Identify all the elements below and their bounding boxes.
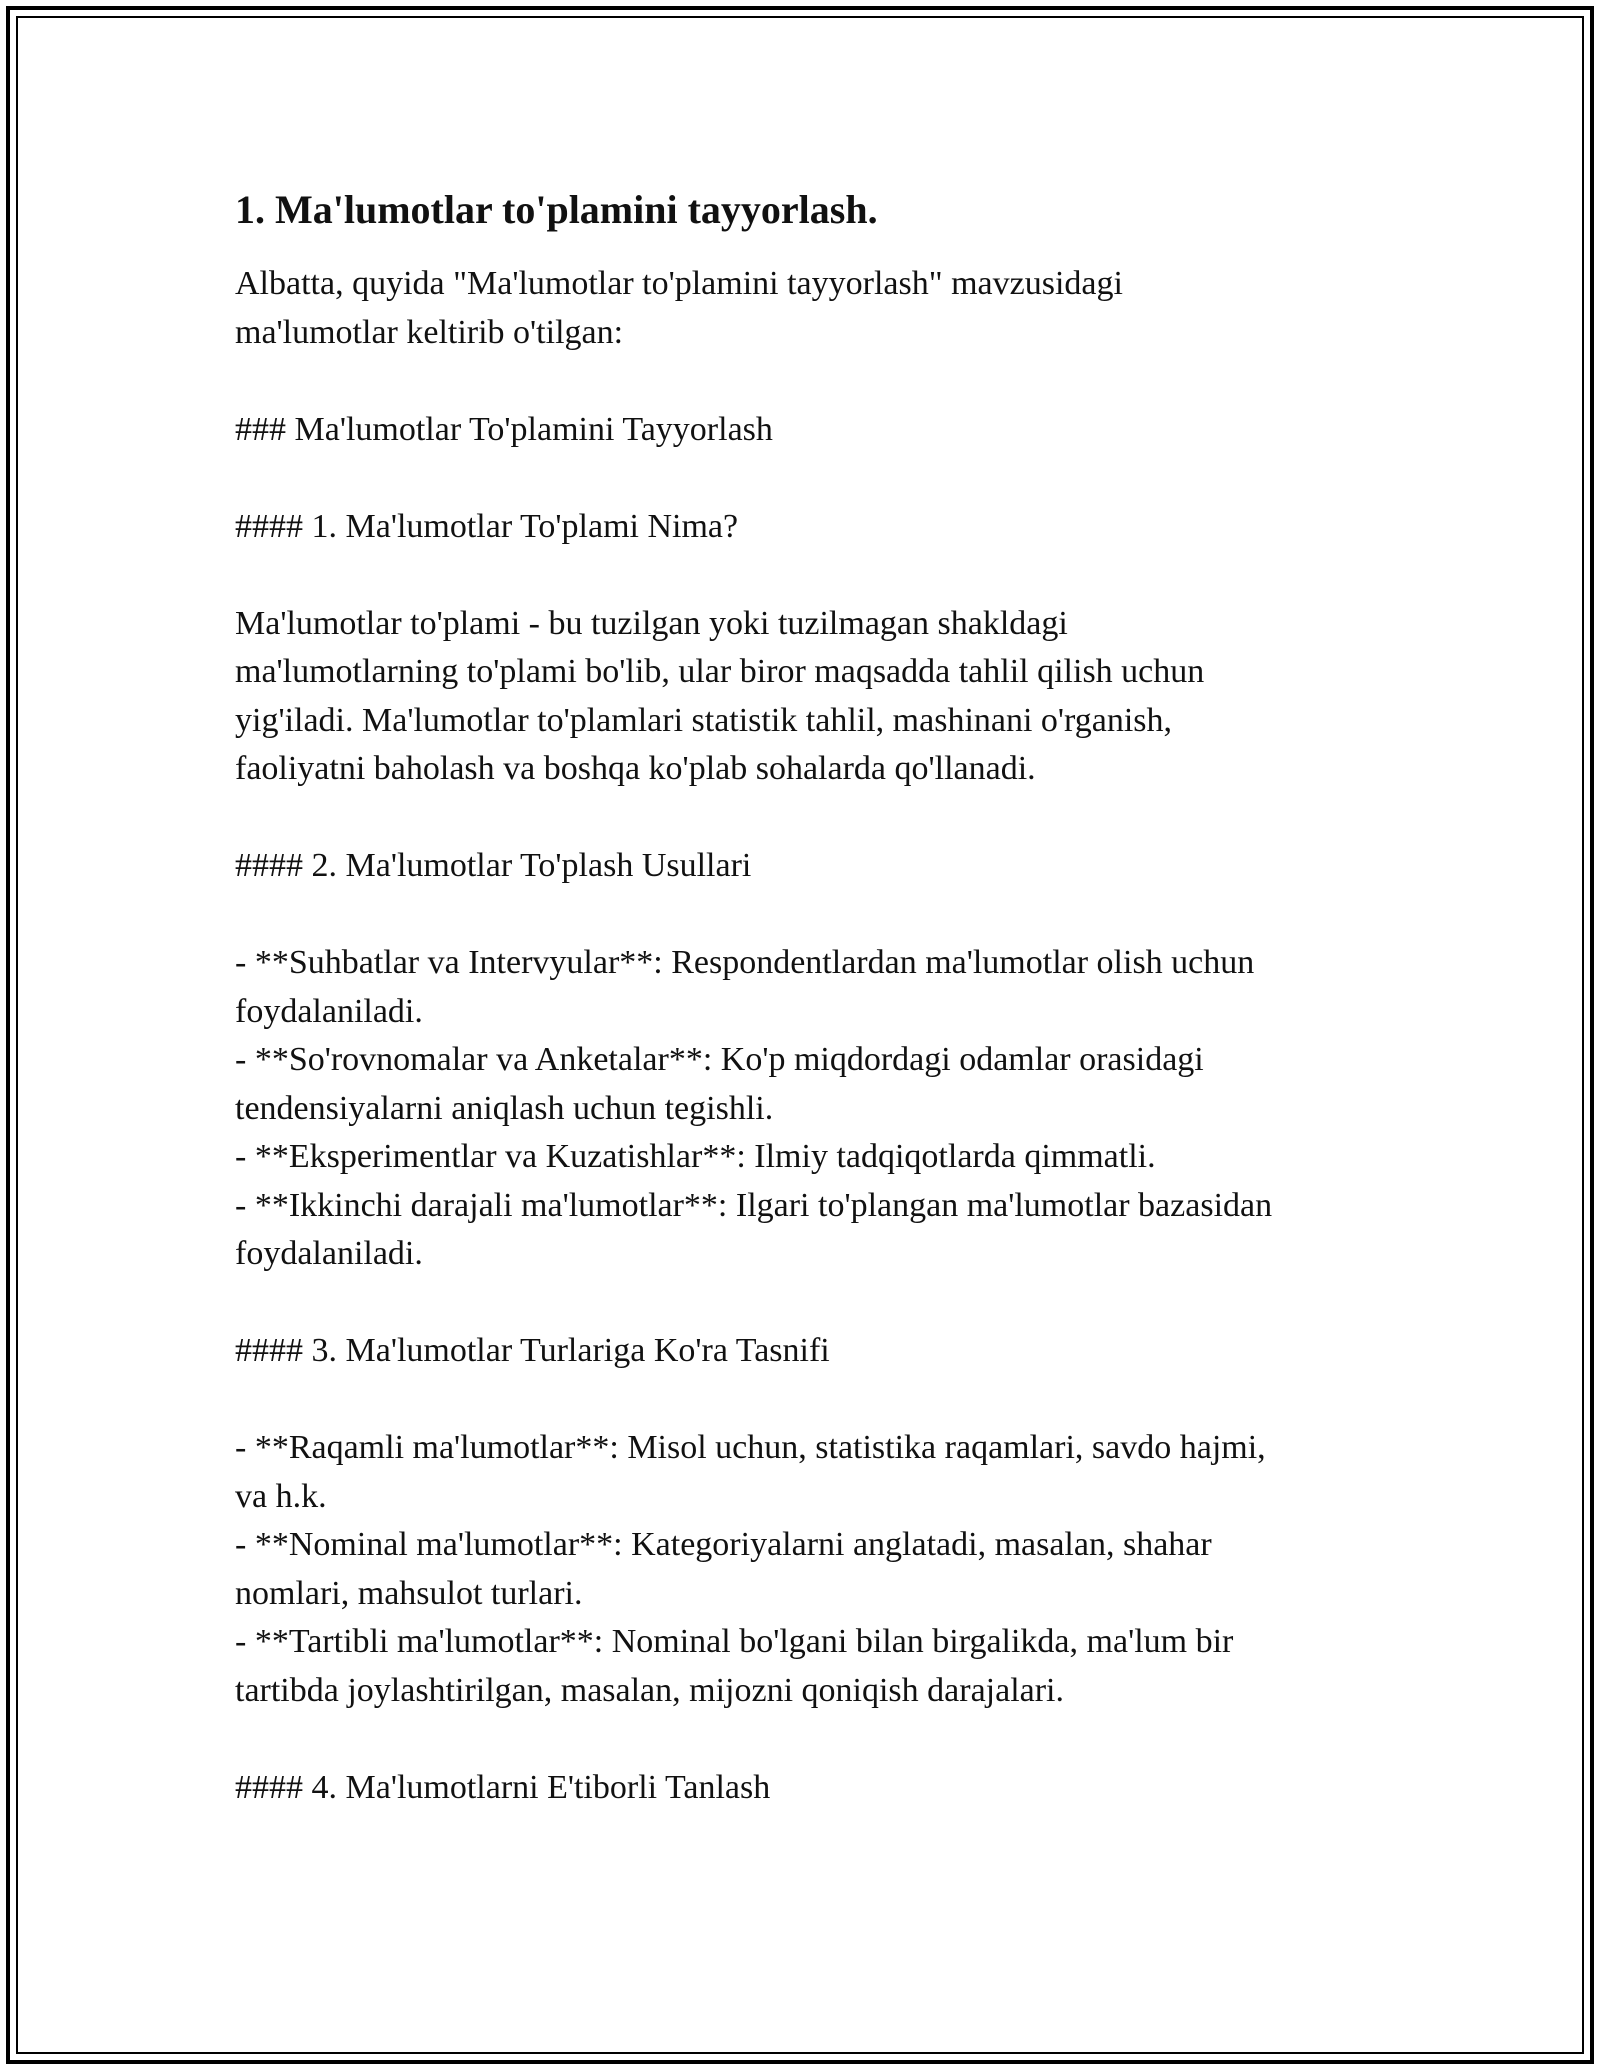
- blank-line: [235, 794, 1375, 843]
- blank-line: [235, 1715, 1375, 1764]
- blank-line: [235, 357, 1375, 406]
- intro-paragraph: Albatta, quyida "Ma'lumotlar to'plamini tayyorlash" mavzusidagi ma'lumotlar keltirib o'tilgan:: [235, 265, 1123, 351]
- document-title: 1. Ma'lumotlar to'plamini tayyorlash.: [235, 187, 878, 232]
- definition-paragraph: Ma'lumotlar to'plami - bu tuzilgan yoki tuzilmagan shakldagi ma'lumotlarning to'plami bo'lib, ular biror maqsadda tahlil qilish uchun yig'iladi. Ma'lumotlar to'plamlari statistik tahlil, mashinani o'rganish, faoliyatni baholash va boshqa ko'plab sohalarda qo'llanadi.: [235, 604, 1205, 787]
- blank-line: [235, 454, 1375, 503]
- list-item: - **Tartibli ma'lumotlar**: Nominal bo'lgani bilan birgalikda, ma'lum bir tartibda joylashtirilgan, masalan, mijozni qoniqish darajalari.: [235, 1623, 1234, 1709]
- blank-line: [235, 1376, 1375, 1425]
- blank-line: [235, 891, 1375, 940]
- section-heading: ### Ma'lumotlar To'plamini Tayyorlash: [235, 410, 773, 448]
- blank-line: [235, 551, 1375, 600]
- subsection-heading-2: #### 2. Ma'lumotlar To'plash Usullari: [235, 847, 752, 884]
- list-item: - **Nominal ma'lumotlar**: Kategoriyalarni anglatadi, masalan, shahar nomlari, mahsulot turlari.: [235, 1526, 1212, 1612]
- subsection-heading-3: #### 3. Ma'lumotlar Turlariga Ko'ra Tasnifi: [235, 1332, 830, 1369]
- list-item: - **Ikkinchi darajali ma'lumotlar**: Ilgari to'plangan ma'lumotlar bazasidan foydalaniladi.: [235, 1186, 1273, 1272]
- list-item: - **Suhbatlar va Intervyular**: Respondentlardan ma'lumotlar olish uchun foydalaniladi.: [235, 944, 1255, 1030]
- subsection-heading-1: #### 1. Ma'lumotlar To'plami Nima?: [235, 507, 739, 545]
- document-body: [235, 186, 1375, 1812]
- subsection-heading-4: #### 4. Ma'lumotlarni E'tiborli Tanlash: [235, 1768, 771, 1806]
- list-item: - **Raqamli ma'lumotlar**: Misol uchun, statistika raqamlari, savdo hajmi, va h.k.: [235, 1429, 1266, 1515]
- blank-line: [235, 1279, 1375, 1328]
- list-item: - **So'rovnomalar va Anketalar**: Ko'p miqdordagi odamlar orasidagi tendensiyalarni aniqlash uchun tegishli.: [235, 1041, 1204, 1127]
- list-item: - **Eksperimentlar va Kuzatishlar**: Ilmiy tadqiqotlarda qimmatli.: [235, 1138, 1156, 1175]
